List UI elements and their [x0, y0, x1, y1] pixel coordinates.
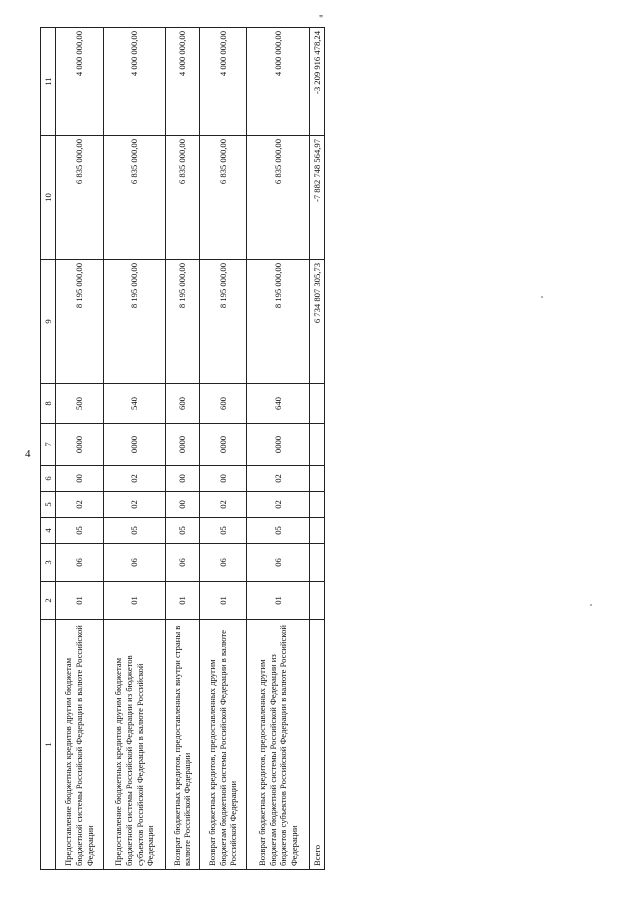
row-name: Предоставление бюджетных кредитов другим бюджетам бюджетной системы Российской Федерации из бюджетов субъектов Российской Федерации в валюте Российской Федерации	[103, 620, 165, 870]
amount-cell: 8 195 000,00	[247, 260, 310, 384]
table-row	[166, 28, 199, 870]
total-amount-cell: -3 209 916 478,24	[310, 28, 325, 136]
amount-cell: 6 835 000,00	[247, 136, 310, 260]
column-header: 11	[41, 28, 56, 136]
code-cell: 05	[103, 518, 165, 544]
code-cell: 06	[247, 544, 310, 582]
amount-cell: 4 000 000,00	[56, 28, 104, 136]
scan-speck	[541, 296, 543, 298]
code-cell: 05	[56, 518, 104, 544]
total-amount-cell: 6 734 807 305,73	[310, 260, 325, 384]
empty-cell	[310, 582, 325, 620]
total-amount-cell: -7 882 748 564,97	[310, 136, 325, 260]
total-row	[310, 28, 325, 870]
code-cell: 00	[166, 492, 199, 518]
table-row	[199, 28, 247, 870]
code-cell: 540	[103, 384, 165, 424]
empty-cell	[310, 544, 325, 582]
code-cell: 06	[199, 544, 247, 582]
code-cell: 0000	[56, 424, 104, 466]
code-cell: 0000	[247, 424, 310, 466]
amount-cell: 4 000 000,00	[103, 28, 165, 136]
closing-quote: "	[319, 14, 324, 25]
code-cell: 05	[199, 518, 247, 544]
code-cell: 600	[166, 384, 199, 424]
amount-cell: 6 835 000,00	[56, 136, 104, 260]
page-number: 4	[25, 448, 31, 460]
code-cell: 0000	[103, 424, 165, 466]
row-name: Предоставление бюджетных кредитов другим бюджетам бюджетной системы Российской Федерации в валюте Российской Федерации	[56, 620, 104, 870]
code-cell: 01	[56, 582, 104, 620]
empty-cell	[310, 492, 325, 518]
column-header: 3	[41, 544, 56, 582]
total-label: Всего	[310, 620, 325, 870]
column-header: 8	[41, 384, 56, 424]
code-cell: 0000	[199, 424, 247, 466]
code-cell: 02	[247, 492, 310, 518]
code-cell: 06	[56, 544, 104, 582]
scan-speck	[590, 604, 592, 606]
empty-cell	[310, 384, 325, 424]
amount-cell: 8 195 000,00	[166, 260, 199, 384]
amount-cell: 4 000 000,00	[166, 28, 199, 136]
code-cell: 02	[56, 492, 104, 518]
code-cell: 500	[56, 384, 104, 424]
code-cell: 02	[103, 492, 165, 518]
budget-credits-table	[40, 27, 325, 870]
code-cell: 06	[166, 544, 199, 582]
code-cell: 640	[247, 384, 310, 424]
amount-cell: 6 835 000,00	[166, 136, 199, 260]
row-name: Возврат бюджетных кредитов, предоставленных другим бюджетам бюджетной системы Российской Федерации из бюджетов субъектов Российской Федерации в валюте Российской Федерации	[247, 620, 310, 870]
amount-cell: 6 835 000,00	[103, 136, 165, 260]
code-cell: 02	[103, 466, 165, 492]
column-header: 6	[41, 466, 56, 492]
code-cell: 02	[199, 492, 247, 518]
amount-cell: 8 195 000,00	[199, 260, 247, 384]
rotated-table-container	[40, 28, 325, 870]
empty-cell	[310, 466, 325, 492]
header-row	[41, 28, 56, 870]
amount-cell: 6 835 000,00	[199, 136, 247, 260]
column-header: 9	[41, 260, 56, 384]
table-row	[103, 28, 165, 870]
code-cell: 02	[247, 466, 310, 492]
code-cell: 05	[247, 518, 310, 544]
amount-cell: 8 195 000,00	[103, 260, 165, 384]
code-cell: 600	[199, 384, 247, 424]
column-header: 2	[41, 582, 56, 620]
column-header: 7	[41, 424, 56, 466]
amount-cell: 4 000 000,00	[247, 28, 310, 136]
code-cell: 06	[103, 544, 165, 582]
code-cell: 01	[166, 582, 199, 620]
empty-cell	[310, 518, 325, 544]
table-row	[247, 28, 310, 870]
code-cell: 05	[166, 518, 199, 544]
column-header: 1	[41, 620, 56, 870]
amount-cell: 8 195 000,00	[56, 260, 104, 384]
column-header: 10	[41, 136, 56, 260]
row-name: Возврат бюджетных кредитов, предоставленных внутри страны в валюте Российской Федерации	[166, 620, 199, 870]
column-header: 5	[41, 492, 56, 518]
code-cell: 00	[56, 466, 104, 492]
code-cell: 00	[166, 466, 199, 492]
code-cell: 00	[199, 466, 247, 492]
code-cell: 01	[103, 582, 165, 620]
code-cell: 01	[247, 582, 310, 620]
empty-cell	[310, 424, 325, 466]
code-cell: 0000	[166, 424, 199, 466]
row-name: Возврат бюджетных кредитов, предоставленных другим бюджетам бюджетной системы Российской Федерации в валюте Российской Федерации	[199, 620, 247, 870]
table-row	[56, 28, 104, 870]
amount-cell: 4 000 000,00	[199, 28, 247, 136]
code-cell: 01	[199, 582, 247, 620]
column-header: 4	[41, 518, 56, 544]
